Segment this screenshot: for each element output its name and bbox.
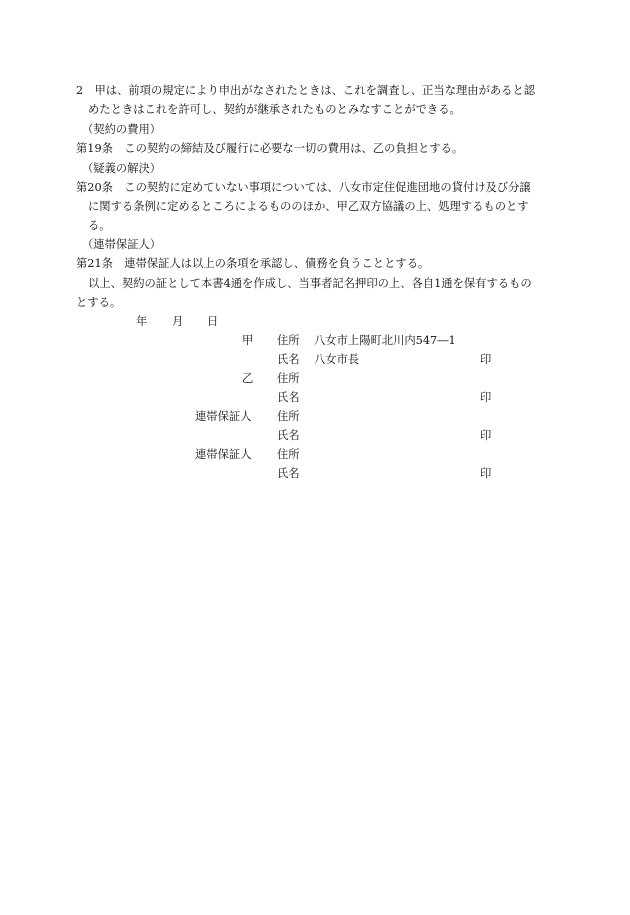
guarantor-1-name-label: 氏名 [277, 429, 300, 442]
date-day: 日 [207, 315, 219, 328]
guarantor-1-seal: 印 [480, 429, 492, 442]
guarantor-2-address-label: 住所 [277, 448, 300, 461]
article-21: 第21条 連帯保証人は以上の条項を承認し、債務を負うこととする。 [76, 257, 430, 270]
party-a-label: 甲 [242, 334, 254, 347]
heading-joint-guarantor: （連帯保証人） [82, 238, 162, 251]
paragraph-2-line-2: めたときはこれを許可し、契約が継承されたものとみなすことができる。 [88, 103, 461, 116]
closing-line-2: とする。 [76, 296, 122, 309]
article-20-line-1: 第20条 この契約に定めていない事項については、八女市定住促進団地の貸付け及び分譲 [76, 181, 531, 194]
guarantor-1-address-label: 住所 [277, 410, 300, 423]
party-b-name-label: 氏名 [277, 391, 300, 404]
guarantor-2-name-label: 氏名 [277, 467, 300, 480]
heading-contract-costs: （契約の費用） [82, 123, 162, 136]
guarantor-2-label: 連帯保証人 [195, 448, 252, 461]
article-19: 第19条 この契約の締結及び履行に必要な一切の費用は、乙の負担とする。 [76, 142, 464, 155]
date-year: 年 [136, 315, 148, 328]
party-a-seal: 印 [480, 353, 492, 366]
date-month: 月 [172, 315, 184, 328]
party-b-address-label: 住所 [277, 372, 300, 385]
paragraph-2-line-1: 2 甲は、前項の規定により申出がなされたときは、これを調査し、正当な理由があると認 [76, 84, 536, 97]
guarantor-1-label: 連帯保証人 [195, 410, 252, 423]
party-b-label: 乙 [242, 372, 254, 385]
guarantor-2-seal: 印 [480, 467, 492, 480]
heading-resolution-of-doubts: （疑義の解決） [82, 162, 162, 175]
party-a-name-label: 氏名 [277, 353, 300, 366]
article-20-line-3: る。 [88, 219, 111, 232]
party-a-address: 八女市上陽町北川内547―1 [314, 334, 456, 347]
party-b-seal: 印 [480, 391, 492, 404]
closing-line-1: 以上、契約の証として本書4通を作成し、当事者記名押印の上、各自1通を保有するもの [88, 277, 532, 290]
party-a-name: 八女市長 [314, 353, 360, 366]
party-a-address-label: 住所 [277, 334, 300, 347]
article-20-line-2: に関する条例に定めるところによるもののほか、甲乙双方協議の上、処理するものとす [88, 200, 529, 213]
